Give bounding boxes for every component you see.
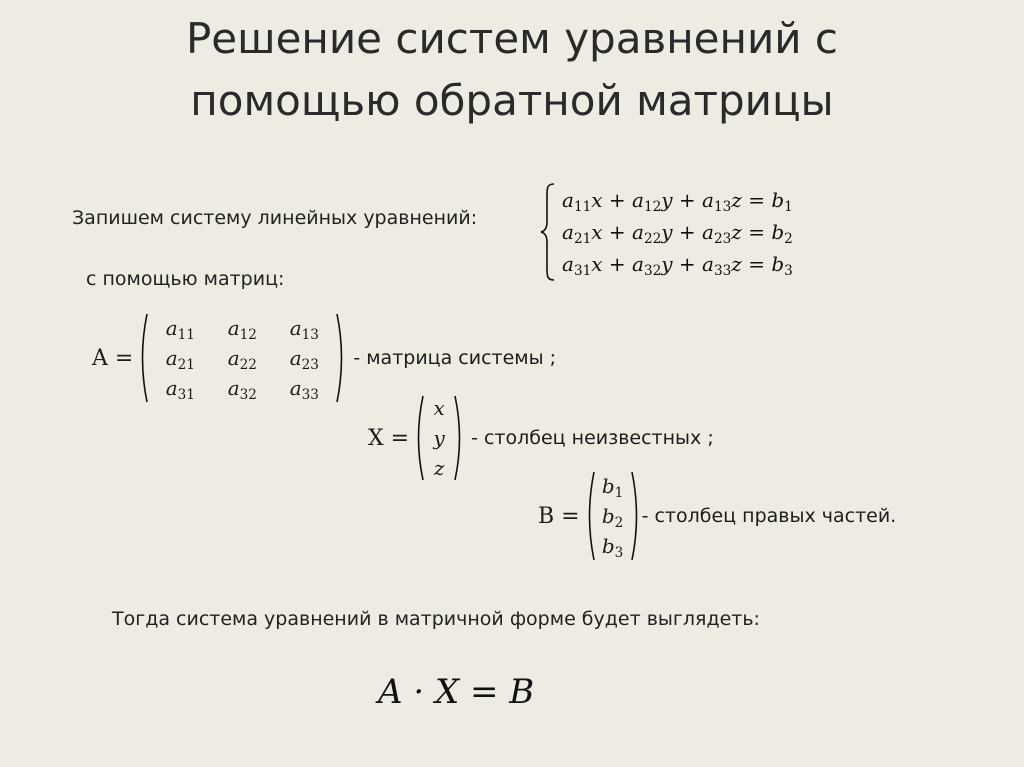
symbol-subscript: 11 (573, 198, 592, 215)
system-term (562, 252, 592, 279)
system-term (771, 188, 793, 215)
operator-text: y + (661, 252, 703, 276)
symbol-subscript: 2 (784, 230, 793, 247)
symbol-base: z (433, 456, 445, 480)
system-term (702, 252, 732, 279)
symbol-base: a (632, 252, 644, 276)
symbol-base: b (771, 220, 785, 244)
matrix-cell (211, 313, 273, 343)
title-line-1: Решение систем уравнений с (185, 14, 838, 63)
symbol-base: a (165, 346, 178, 370)
matrix-entry (227, 346, 257, 373)
left-paren (413, 394, 425, 482)
left-paren (137, 312, 149, 404)
symbol-base: a (702, 188, 714, 212)
equation-row (562, 248, 793, 280)
symbol-base: a (165, 316, 178, 340)
symbol-base: a (227, 376, 240, 400)
symbol-base: y (433, 426, 445, 450)
matrix-entry (601, 504, 624, 531)
matrix-cell (596, 501, 630, 531)
vector-b-lhs: B = (538, 503, 580, 529)
vector-b-description: - столбец правых частей. (641, 505, 897, 527)
final-equation: A · X = B (378, 672, 535, 712)
symbol-base: a (289, 376, 302, 400)
right-paren (453, 394, 465, 482)
matrix-cell (273, 373, 335, 403)
vector-b (538, 470, 896, 562)
symbol-subscript: 23 (713, 230, 732, 247)
matrix-a-lhs: A = (92, 345, 134, 371)
conclusion-text: Тогда система уравнений в матричной форме будет выглядеть: (112, 608, 760, 630)
symbol-subscript: 31 (573, 262, 592, 279)
matrix-cell (596, 531, 630, 561)
symbol-base: a (165, 376, 178, 400)
matrix-a (92, 312, 556, 404)
system-term (702, 220, 732, 247)
symbol-subscript: 11 (177, 326, 195, 343)
operator-text: x + (591, 188, 633, 212)
vector-x-description: - столбец неизвестных ; (471, 427, 714, 449)
matrix-entry (165, 316, 195, 343)
equation-row (562, 216, 793, 248)
symbol-subscript: 21 (573, 230, 592, 247)
symbol-subscript: 2 (614, 514, 624, 531)
left-brace (540, 182, 556, 282)
system-term (632, 252, 662, 279)
matrix-cell (425, 453, 453, 483)
left-paren (584, 470, 596, 562)
vector-x-grid (425, 393, 453, 483)
operator-text: z = (731, 252, 772, 276)
matrix-cell (425, 393, 453, 423)
operator-text: z = (731, 220, 772, 244)
operator-text: x + (591, 252, 633, 276)
matrix-entry (601, 534, 624, 561)
matrix-entry (289, 316, 319, 343)
matrix-entry (289, 346, 319, 373)
matrix-intro-text: с помощью матриц: (86, 268, 285, 290)
symbol-base: a (227, 316, 240, 340)
vector-b-grid (596, 471, 630, 561)
matrix-a-description: - матрица системы ; (353, 347, 557, 369)
matrix-entry (433, 396, 444, 420)
symbol-base: a (289, 346, 302, 370)
symbol-base: x (433, 396, 445, 420)
symbol-subscript: 32 (643, 262, 662, 279)
symbol-subscript: 33 (301, 386, 319, 403)
operator-text: y + (661, 188, 703, 212)
symbol-subscript: 13 (713, 198, 732, 215)
matrix-cell (425, 423, 453, 453)
symbol-base: a (632, 220, 644, 244)
system-term (632, 188, 662, 215)
matrix-entry (227, 316, 257, 343)
symbol-subscript: 3 (614, 544, 624, 561)
symbol-base: b (601, 504, 615, 528)
symbol-subscript: 1 (784, 198, 793, 215)
symbol-subscript: 33 (713, 262, 732, 279)
system-term (702, 188, 732, 215)
symbol-base: a (562, 252, 574, 276)
symbol-subscript: 13 (301, 326, 319, 343)
matrix-entry (165, 376, 195, 403)
symbol-subscript: 21 (177, 356, 195, 373)
matrix-cell (211, 373, 273, 403)
right-paren (630, 470, 642, 562)
system-term (771, 220, 793, 247)
symbol-base: a (227, 346, 240, 370)
symbol-base: b (601, 474, 615, 498)
symbol-subscript: 31 (177, 386, 195, 403)
system-equations (562, 184, 793, 280)
matrix-cell (149, 373, 211, 403)
right-paren (335, 312, 347, 404)
symbol-subscript: 12 (239, 326, 257, 343)
slide-title (0, 8, 1024, 132)
symbol-subscript: 22 (643, 230, 662, 247)
matrix-cell (273, 313, 335, 343)
symbol-base: a (702, 220, 714, 244)
matrix-cell (596, 471, 630, 501)
symbol-subscript: 22 (239, 356, 257, 373)
operator-text: z = (731, 188, 772, 212)
symbol-base: a (562, 188, 574, 212)
symbol-base: a (562, 220, 574, 244)
system-term (562, 188, 592, 215)
equation-row (562, 184, 793, 216)
matrix-entry (289, 376, 319, 403)
system-term (771, 252, 793, 279)
symbol-base: b (601, 534, 615, 558)
symbol-subscript: 12 (643, 198, 662, 215)
symbol-subscript: 23 (301, 356, 319, 373)
matrix-entry (434, 456, 445, 480)
intro-text: Запишем систему линейных уравнений: (72, 207, 478, 229)
system-term (562, 220, 592, 247)
title-line-2: помощью обратной матрицы (190, 76, 834, 125)
symbol-base: a (702, 252, 714, 276)
matrix-entry (601, 474, 624, 501)
matrix-cell (273, 343, 335, 373)
symbol-subscript: 1 (614, 484, 624, 501)
matrix-a-grid (149, 313, 335, 403)
symbol-base: a (289, 316, 302, 340)
symbol-base: b (771, 252, 785, 276)
vector-x-lhs: X = (368, 425, 410, 451)
matrix-entry (165, 346, 195, 373)
matrix-entry (433, 426, 444, 450)
symbol-subscript: 32 (239, 386, 257, 403)
operator-text: y + (661, 220, 703, 244)
symbol-base: a (632, 188, 644, 212)
matrix-entry (227, 376, 257, 403)
matrix-cell (149, 313, 211, 343)
symbol-subscript: 3 (784, 262, 793, 279)
matrix-cell (211, 343, 273, 373)
operator-text: x + (591, 220, 633, 244)
system-term (632, 220, 662, 247)
matrix-cell (149, 343, 211, 373)
symbol-base: b (771, 188, 785, 212)
